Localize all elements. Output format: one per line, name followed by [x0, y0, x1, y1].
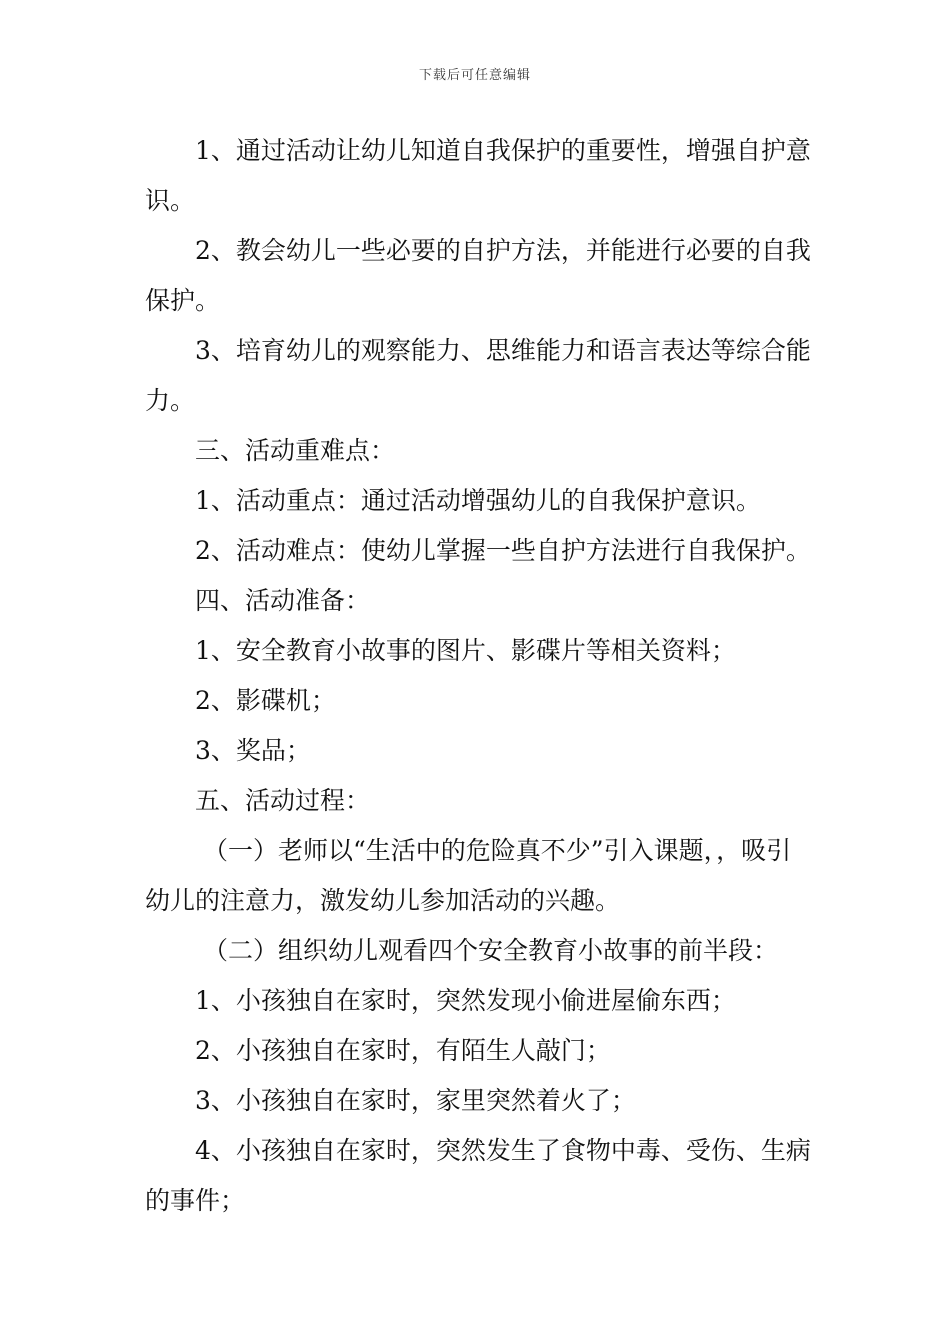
paragraph-difficult-point: 2、活动难点：使幼儿掌握一些自护方法进行自我保护。 [195, 536, 811, 565]
paragraph-process-2: （二）组织幼儿观看四个安全教育小故事的前半段： [203, 936, 779, 965]
paragraph-story-4: 4、小孩独自在家时，突然发生了食物中毒、受伤、生病的事件； [145, 1136, 811, 1215]
paragraph-key-point: 1、活动重点：通过活动增强幼儿的自我保护意识。 [195, 486, 761, 515]
page-header: 下载后可任意编辑 [418, 68, 531, 83]
document-body [145, 126, 811, 1226]
section-heading-process: 五、活动过程： [195, 786, 371, 815]
paragraph-prep-1: 1、安全教育小故事的图片、影碟片等相关资料； [195, 636, 736, 665]
paragraph-story-2: 2、小孩独自在家时，有陌生人敲门； [195, 1036, 611, 1065]
paragraph-goal-1: 1、通过活动让幼儿知道自我保护的重要性，增强自护意识。 [145, 136, 811, 215]
paragraph-process-1: （一）老师以“生活中的危险真不少”引入课题，，吸引幼儿的注意力，激发幼儿参加活动的兴趣。 [145, 836, 792, 915]
paragraph-story-3: 3、小孩独自在家时，家里突然着火了； [195, 1086, 636, 1115]
paragraph-goal-2: 2、教会幼儿一些必要的自护方法，并能进行必要的自我保护。 [145, 236, 811, 315]
paragraph-prep-2: 2、影碟机； [195, 686, 336, 715]
section-heading-preparation: 四、活动准备： [195, 586, 371, 615]
paragraph-story-1: 1、小孩独自在家时，突然发现小偷进屋偷东西； [195, 986, 736, 1015]
paragraph-prep-3: 3、奖品； [195, 736, 311, 765]
paragraph-goal-3: 3、培育幼儿的观察能力、思维能力和语言表达等综合能力。 [145, 336, 811, 415]
section-heading-key-points: 三、活动重难点： [195, 436, 396, 465]
